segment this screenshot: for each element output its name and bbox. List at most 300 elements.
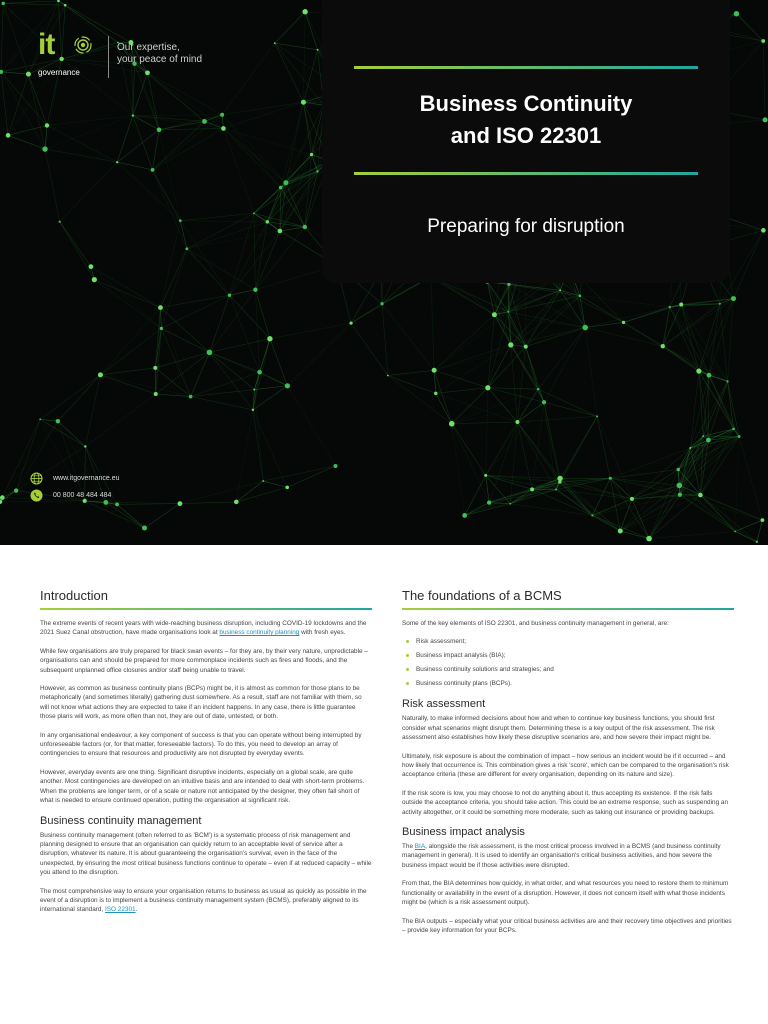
network-line — [153, 170, 181, 221]
network-line — [1, 72, 8, 135]
network-node — [56, 419, 60, 423]
heading-rule — [40, 608, 372, 610]
network-node — [677, 468, 680, 471]
bia-link[interactable]: BIA — [414, 843, 426, 851]
phone-text: 00 800 48 484 484 — [53, 492, 112, 499]
document-title — [322, 88, 730, 152]
network-line — [681, 305, 727, 382]
network-line — [649, 531, 735, 538]
bcm-paragraph-2 — [40, 887, 372, 915]
network-node — [84, 445, 86, 447]
network-line — [305, 12, 317, 50]
network-line — [351, 323, 388, 375]
network-node — [274, 42, 276, 44]
network-node — [706, 438, 711, 443]
network-node — [301, 100, 306, 105]
intro-paragraph-2: While few organisations are truly prepared for black swan events – for they are, by their very nature, unpredictable – organisations can and should be prepared for more commonplace incidents such as fires and floods, and the subsequent unplanned office closures and/or staff being unable to travel. — [40, 647, 368, 674]
network-node — [279, 186, 283, 190]
network-node — [253, 288, 257, 292]
network-line — [509, 284, 526, 346]
network-line — [580, 296, 585, 328]
network-line — [40, 375, 100, 419]
network-line — [60, 222, 91, 267]
network-line — [709, 299, 733, 376]
network-node — [689, 447, 691, 449]
network-node — [462, 513, 467, 518]
network-node — [618, 529, 623, 534]
title-rule-top — [354, 66, 698, 69]
network-line — [610, 469, 678, 478]
network-line — [222, 43, 275, 115]
bcm-heading: Business continuity management — [40, 814, 202, 827]
network-line — [254, 213, 256, 289]
network-line — [663, 307, 670, 346]
network-node — [132, 114, 134, 116]
network-node — [734, 11, 739, 16]
heading-rule — [402, 608, 734, 610]
network-line — [303, 12, 305, 102]
network-line — [253, 410, 263, 481]
network-node — [220, 113, 224, 117]
network-node — [228, 294, 231, 297]
network-line — [275, 12, 305, 43]
network-line — [510, 504, 592, 516]
network-node — [153, 366, 157, 370]
network-line — [180, 481, 263, 504]
network-line — [255, 222, 267, 290]
network-node — [278, 229, 283, 234]
network-node — [719, 303, 721, 305]
logo-subtitle: governance — [38, 68, 80, 77]
risk-paragraph-3: If the risk score is low, you may choose to not do anything about it, thus accepting its existence. If the risk falls outside the acceptance criteria, you should take action. This could be an extreme response, such as suspending an activity altogether, or it could be something more moderate, such as taking out insurance or providing backups. — [402, 789, 729, 816]
network-line — [592, 485, 679, 515]
network-line — [305, 155, 312, 227]
network-line — [305, 171, 318, 227]
network-node — [185, 247, 188, 250]
business-continuity-planning-link[interactable]: business continuity planning — [219, 629, 300, 637]
network-line — [223, 128, 280, 187]
network-line — [763, 41, 765, 120]
network-line — [556, 478, 610, 489]
network-line — [117, 116, 133, 163]
network-node — [591, 514, 593, 516]
network-node — [485, 385, 490, 390]
network-line — [160, 295, 229, 307]
network-line — [60, 222, 95, 280]
network-line — [236, 410, 253, 502]
network-line — [3, 3, 28, 74]
network-line — [47, 125, 117, 162]
network-node — [310, 153, 313, 156]
network-line — [267, 171, 317, 221]
network-node — [234, 500, 239, 505]
risk-paragraph-1: Naturally, to make informed decisions about how and when to continue key business functions, you should first consider what scenarios might disrupt them. Determining these is a key output of the risk assessment. The risk assessment also establishes how likely these disruptive scenarios are, and how severe their impact might be. — [402, 715, 715, 742]
bia-paragraph-2: From that, the BIA determines how quickly, in what order, and what resources you need to restore them to minimum functionality or availability in the event of a disruption. However, it does not concern itself with what those incidents might be (which is a risk assessment output). — [402, 880, 729, 907]
network-node — [596, 415, 598, 417]
network-node — [303, 225, 307, 229]
network-line — [91, 267, 161, 308]
network-node — [253, 212, 255, 214]
network-line — [223, 102, 303, 128]
network-node — [661, 344, 665, 348]
network-line — [2, 421, 58, 497]
network-node — [380, 302, 383, 305]
network-node — [609, 477, 612, 480]
network-line — [156, 352, 210, 394]
network-node — [492, 312, 497, 317]
network-line — [191, 397, 253, 410]
network-node — [207, 350, 213, 356]
network-node — [579, 295, 582, 298]
network-line — [187, 249, 230, 296]
network-node — [316, 170, 318, 172]
network-line — [40, 419, 85, 446]
network-line — [159, 130, 180, 221]
network-node — [221, 126, 226, 131]
network-node — [160, 327, 163, 330]
network-line — [222, 102, 303, 115]
foundations-list — [402, 637, 734, 688]
network-node — [333, 464, 337, 468]
tagline-line-2: your peace of mind — [117, 54, 203, 65]
network-node — [696, 368, 701, 373]
network-node — [763, 117, 768, 122]
network-line — [100, 308, 160, 375]
network-line — [209, 352, 254, 389]
network-line — [452, 422, 518, 424]
network-line — [253, 372, 260, 410]
network-line — [388, 376, 452, 424]
network-line — [580, 296, 670, 307]
network-line — [670, 299, 734, 307]
network-line — [434, 315, 494, 371]
foundations-intro: Some of the key elements of ISO 22301, and business continuity management in general, are: — [402, 620, 669, 627]
intro-p1-text-b: with fresh eyes. — [299, 629, 346, 637]
network-line — [690, 371, 699, 448]
network-node — [257, 370, 262, 375]
title-rule-bottom — [354, 172, 698, 175]
network-line — [85, 394, 155, 446]
network-line — [434, 370, 452, 423]
network-node — [285, 383, 290, 388]
left-column — [40, 588, 372, 924]
network-line — [275, 43, 318, 50]
network-line — [510, 422, 517, 504]
network-line — [144, 504, 179, 528]
network-line — [517, 416, 597, 422]
network-line — [263, 466, 335, 481]
network-line — [236, 481, 263, 502]
network-line — [180, 502, 236, 504]
network-line — [275, 43, 304, 102]
network-line — [434, 312, 508, 370]
network-line — [117, 504, 144, 528]
network-line — [2, 419, 40, 497]
network-line — [106, 502, 145, 528]
network-node — [646, 536, 652, 542]
network-line — [431, 276, 434, 370]
network-line — [434, 370, 488, 387]
network-line — [187, 213, 254, 248]
bcm-p2-text-b: . — [135, 906, 138, 914]
bcm-paragraph-1: Business continuity management (often referred to as 'BCM') is a systematic process of risk management and planning designed to ensure that an organisation can quickly return to an acceptable level of service after a disruption, whatever its nature. It is about guaranteeing the organisation's survival, even in the face of the unexpected, by ensuring the most critical business functions continue to operate – even if at reduced capacity – while you attend to the disruption. — [40, 831, 372, 877]
network-line — [560, 478, 610, 482]
network-line — [155, 352, 209, 367]
network-line — [255, 227, 304, 290]
network-line — [509, 284, 560, 290]
network-node — [677, 483, 683, 489]
network-node — [157, 127, 162, 132]
network-line — [58, 375, 101, 421]
network-line — [160, 308, 190, 397]
network-node — [89, 264, 94, 269]
network-node — [761, 39, 765, 43]
network-line — [494, 315, 510, 345]
network-line — [303, 102, 311, 154]
network-line — [267, 155, 311, 222]
network-line — [556, 490, 620, 532]
network-node — [679, 303, 683, 307]
network-line — [487, 281, 511, 345]
network-line — [117, 504, 180, 505]
network-node — [253, 388, 255, 390]
list-item: Business continuity plans (BCPs). — [402, 679, 734, 688]
network-line — [585, 328, 663, 347]
network-line — [699, 304, 720, 371]
network-line — [253, 410, 287, 488]
network-line — [209, 352, 287, 385]
network-line — [690, 429, 733, 448]
network-node — [449, 421, 455, 427]
network-line — [452, 388, 488, 424]
network-node — [349, 322, 352, 325]
globe-icon — [30, 472, 43, 485]
network-line — [610, 478, 680, 494]
network-line — [465, 490, 556, 516]
network-node — [317, 49, 319, 51]
network-line — [153, 170, 187, 249]
network-line — [680, 495, 735, 532]
network-node — [761, 228, 766, 233]
network-node — [756, 541, 758, 543]
network-line — [187, 231, 280, 249]
network-line — [28, 74, 45, 149]
network-line — [281, 105, 324, 187]
bia-p1-text-a: The — [402, 843, 415, 851]
network-node — [537, 388, 539, 390]
network-node — [179, 219, 182, 222]
contact-website[interactable] — [30, 472, 120, 485]
network-line — [597, 416, 610, 478]
network-node — [26, 72, 31, 77]
network-line — [560, 416, 597, 482]
network-line — [230, 295, 260, 372]
network-line — [209, 290, 255, 353]
network-node — [558, 480, 561, 483]
network-line — [85, 501, 145, 528]
intro-paragraph-1 — [40, 619, 372, 638]
network-line — [180, 221, 229, 296]
network-line — [255, 231, 279, 290]
network-node — [387, 375, 389, 377]
website-text: www.itgovernance.eu — [53, 475, 120, 482]
logo-divider — [108, 36, 109, 78]
network-line — [703, 375, 709, 436]
bia-heading: Business impact analysis — [402, 826, 525, 839]
network-line — [2, 491, 16, 498]
network-line — [263, 481, 287, 487]
network-line — [160, 249, 186, 308]
network-line — [585, 328, 597, 417]
network-line — [180, 221, 187, 249]
network-line — [153, 128, 224, 169]
network-line — [303, 102, 323, 105]
network-line — [699, 371, 734, 429]
network-node — [530, 487, 534, 491]
network-line — [161, 249, 186, 329]
network-node — [726, 380, 728, 382]
network-line — [488, 388, 538, 389]
network-line — [508, 312, 538, 389]
intro-paragraph-3: However, as common as business continuity plans (BCPs) might be, it is almost as common for those plans to be metaphorically (and sometimes literally) gathering dust somewhere. As a result, staff are not familiar with them, so will not know what actions they are expected to take if an incident happens. In any case, there is little guarantee those plans will work, as more often than not, they are out of date, untested, or both. — [40, 685, 362, 721]
network-node — [702, 435, 704, 437]
network-node — [266, 220, 269, 223]
network-node — [1, 2, 4, 5]
network-line — [624, 307, 670, 322]
network-line — [287, 323, 351, 386]
network-line — [465, 489, 532, 515]
network-line — [494, 315, 585, 328]
network-node — [507, 283, 510, 286]
bcm-p2-text-a: The most comprehensive way to ensure your organisation returns to business as usual as quickly as possible in the event of a disruption is to implement a business continuity management system (BCMS), preferably aligned to its international standard, — [40, 887, 367, 914]
network-line — [720, 304, 728, 382]
network-node — [202, 119, 207, 124]
right-column — [402, 588, 734, 944]
network-node — [14, 488, 18, 492]
network-node — [507, 311, 509, 313]
contact-phone[interactable] — [30, 489, 111, 502]
list-item: Risk assessment; — [402, 637, 734, 646]
network-node — [142, 525, 147, 530]
network-line — [388, 370, 434, 375]
network-line — [436, 345, 511, 393]
network-node — [154, 392, 158, 396]
network-line — [223, 128, 253, 213]
network-node — [285, 486, 289, 490]
network-line — [632, 469, 678, 498]
intro-p1-text-a: The extreme events of recent years with wide-reaching business disruption, including COVID-19 lockdowns and the 2021 Suez Canal obstruction, have made organisations look at — [40, 620, 367, 637]
tagline-line-1: Our expertise, — [117, 42, 180, 53]
network-node — [761, 518, 765, 522]
network-line — [733, 230, 763, 298]
network-line — [100, 375, 155, 394]
network-line — [85, 375, 100, 447]
signal-rings-icon — [74, 36, 92, 54]
network-line — [45, 149, 117, 162]
network-line — [452, 424, 486, 476]
network-line — [699, 299, 734, 372]
network-line — [187, 249, 256, 290]
network-line — [133, 115, 222, 116]
network-line — [708, 375, 709, 440]
network-node — [0, 495, 5, 500]
network-node — [487, 500, 491, 504]
network-line — [510, 478, 560, 503]
network-node — [59, 221, 61, 223]
foundations-heading: The foundations of a BCMS — [402, 588, 562, 603]
network-node — [262, 480, 264, 482]
network-line — [153, 130, 159, 170]
network-line — [382, 304, 388, 376]
network-line — [597, 416, 632, 499]
bia-paragraph-3: The BIA outputs – especially what your critical business activities are and their recovery time objectives and priorities – provide key information for your BCPs. — [402, 917, 732, 934]
network-node — [678, 493, 682, 497]
list-item: Business impact analysis (BIA); — [402, 651, 734, 660]
network-line — [486, 388, 488, 476]
network-node — [302, 9, 307, 14]
network-node — [542, 400, 546, 404]
network-node — [484, 474, 487, 477]
network-node — [582, 325, 588, 331]
network-line — [489, 478, 560, 502]
network-line — [544, 402, 560, 482]
iso-22301-link[interactable]: ISO 22301 — [105, 906, 136, 914]
network-line — [117, 130, 159, 162]
network-node — [98, 372, 103, 377]
network-line — [222, 115, 286, 183]
network-node — [252, 409, 254, 411]
network-line — [382, 304, 434, 370]
network-line — [3, 1, 58, 3]
network-node — [45, 123, 49, 127]
network-line — [45, 125, 47, 149]
network-node — [151, 168, 155, 172]
document-subtitle: Preparing for disruption — [427, 216, 625, 237]
network-line — [60, 162, 117, 221]
network-node — [707, 373, 712, 378]
network-line — [728, 299, 734, 382]
network-line — [100, 328, 161, 374]
network-node — [92, 277, 97, 282]
network-node — [283, 180, 288, 185]
network-node — [734, 531, 736, 533]
network-line — [275, 43, 324, 105]
network-line — [526, 290, 560, 346]
network-line — [560, 290, 623, 322]
network-node — [698, 493, 703, 498]
network-line — [223, 128, 311, 154]
network-line — [209, 339, 269, 353]
network-node — [434, 392, 437, 395]
network-line — [649, 485, 679, 538]
network-line — [117, 162, 152, 170]
network-line — [735, 520, 762, 531]
network-line — [191, 352, 210, 396]
bia-paragraph-1 — [402, 842, 734, 870]
network-line — [180, 213, 254, 220]
network-node — [630, 497, 634, 501]
network-line — [8, 135, 45, 149]
whatsapp-icon — [30, 489, 43, 502]
logo — [36, 28, 203, 82]
risk-paragraph-2: Ultimately, risk exposure is about the combination of impact – how serious an incident would be if it occurred – and how likely that occurrence is. This combination gives a risk 'score', which can be compared to the organisation's risk acceptance criteria (these are different for every organisation, depending on its nature and size). — [402, 752, 729, 779]
network-line — [1, 3, 3, 71]
network-line — [236, 487, 287, 502]
network-line — [757, 520, 763, 542]
network-line — [544, 402, 556, 489]
network-node — [432, 368, 437, 373]
network-line — [254, 213, 267, 221]
